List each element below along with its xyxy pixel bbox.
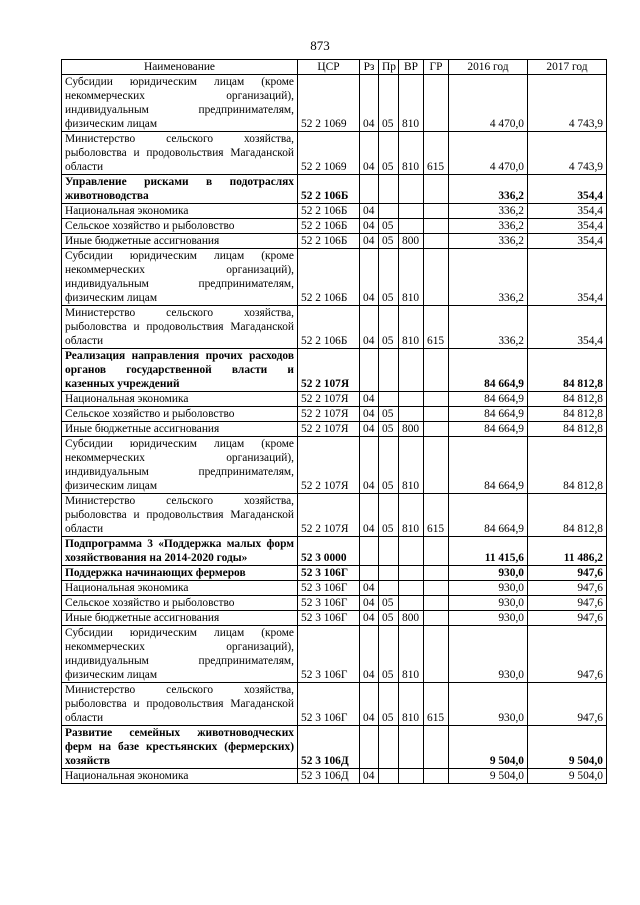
cell-csr: 52 3 106Г: [298, 611, 360, 626]
cell-gr: [424, 234, 449, 249]
cell-vr: 810: [399, 249, 424, 306]
cell-csr: 52 3 106Д: [298, 769, 360, 784]
header-pr: Пр: [379, 60, 399, 75]
cell-name: Министерство сельского хозяйства, рыболовства и продовольствия Магаданской области: [62, 683, 298, 726]
cell-2017: 84 812,8: [528, 494, 607, 537]
cell-vr: [399, 566, 424, 581]
cell-gr: [424, 611, 449, 626]
cell-rz: 04: [360, 392, 379, 407]
cell-2017: 947,6: [528, 626, 607, 683]
cell-gr: [424, 726, 449, 769]
cell-rz: [360, 726, 379, 769]
cell-rz: 04: [360, 407, 379, 422]
cell-vr: 810: [399, 494, 424, 537]
cell-csr: 52 3 106Д: [298, 726, 360, 769]
cell-2016: 336,2: [449, 175, 528, 204]
cell-rz: 04: [360, 769, 379, 784]
cell-csr: 52 3 0000: [298, 537, 360, 566]
cell-name: Субсидии юридическим лицам (кроме некоммерческих организаций), индивидуальным предпринимателям, физическим лицам: [62, 75, 298, 132]
cell-name: Субсидии юридическим лицам (кроме некоммерческих организаций), индивидуальным предпринимателям, физическим лицам: [62, 249, 298, 306]
cell-pr: [379, 392, 399, 407]
cell-name: Национальная экономика: [62, 204, 298, 219]
cell-2017: 84 812,8: [528, 422, 607, 437]
cell-name: Сельское хозяйство и рыболовство: [62, 596, 298, 611]
header-2017: 2017 год: [528, 60, 607, 75]
table-row: [62, 726, 607, 769]
cell-name: Развитие семейных животноводческих ферм на базе крестьянских (фермерских) хозяйств: [62, 726, 298, 769]
table-row: [62, 407, 607, 422]
cell-pr: [379, 349, 399, 392]
cell-vr: 810: [399, 437, 424, 494]
cell-pr: [379, 537, 399, 566]
cell-vr: [399, 407, 424, 422]
cell-vr: [399, 392, 424, 407]
cell-2017: 11 486,2: [528, 537, 607, 566]
table-row: [62, 75, 607, 132]
cell-pr: 05: [379, 249, 399, 306]
cell-gr: 615: [424, 306, 449, 349]
cell-csr: 52 2 1069: [298, 75, 360, 132]
cell-2017: 9 504,0: [528, 769, 607, 784]
cell-gr: [424, 581, 449, 596]
cell-gr: [424, 249, 449, 306]
table-row: [62, 494, 607, 537]
cell-vr: 810: [399, 75, 424, 132]
cell-pr: 05: [379, 494, 399, 537]
cell-gr: [424, 437, 449, 494]
cell-vr: 800: [399, 234, 424, 249]
cell-gr: 615: [424, 132, 449, 175]
cell-gr: [424, 422, 449, 437]
cell-2016: 9 504,0: [449, 769, 528, 784]
cell-2016: 84 664,9: [449, 437, 528, 494]
cell-vr: [399, 537, 424, 566]
table-row: [62, 537, 607, 566]
cell-2017: 84 812,8: [528, 407, 607, 422]
header-vr: ВР: [399, 60, 424, 75]
table-header-row: [62, 60, 607, 75]
cell-2016: 336,2: [449, 234, 528, 249]
cell-rz: 04: [360, 626, 379, 683]
cell-csr: 52 2 107Я: [298, 437, 360, 494]
cell-pr: 05: [379, 683, 399, 726]
table-row: [62, 175, 607, 204]
cell-name: Иные бюджетные ассигнования: [62, 611, 298, 626]
cell-pr: 05: [379, 611, 399, 626]
cell-vr: [399, 726, 424, 769]
table-row: [62, 249, 607, 306]
cell-pr: [379, 581, 399, 596]
cell-2017: 947,6: [528, 596, 607, 611]
cell-rz: 04: [360, 249, 379, 306]
cell-2016: 84 664,9: [449, 422, 528, 437]
cell-2017: 84 812,8: [528, 392, 607, 407]
cell-2017: 354,4: [528, 306, 607, 349]
cell-2016: 336,2: [449, 219, 528, 234]
cell-rz: [360, 537, 379, 566]
cell-csr: 52 3 106Г: [298, 566, 360, 581]
cell-pr: 05: [379, 306, 399, 349]
cell-2016: 84 664,9: [449, 392, 528, 407]
cell-name: Национальная экономика: [62, 392, 298, 407]
cell-2016: 336,2: [449, 306, 528, 349]
cell-name: Министерство сельского хозяйства, рыболовства и продовольствия Магаданской области: [62, 494, 298, 537]
header-2016: 2016 год: [449, 60, 528, 75]
cell-rz: 04: [360, 581, 379, 596]
cell-gr: 615: [424, 683, 449, 726]
cell-name: Подпрограмма 3 «Поддержка малых форм хозяйствования на 2014-2020 годы»: [62, 537, 298, 566]
cell-2017: 947,6: [528, 566, 607, 581]
cell-name: Субсидии юридическим лицам (кроме некоммерческих организаций), индивидуальным предпринимателям, физическим лицам: [62, 437, 298, 494]
cell-csr: 52 2 107Я: [298, 349, 360, 392]
table-row: [62, 349, 607, 392]
cell-2017: 354,4: [528, 219, 607, 234]
cell-name: Национальная экономика: [62, 581, 298, 596]
header-gr: ГР: [424, 60, 449, 75]
cell-gr: [424, 204, 449, 219]
cell-vr: [399, 349, 424, 392]
cell-gr: [424, 769, 449, 784]
cell-2016: 930,0: [449, 581, 528, 596]
cell-gr: [424, 175, 449, 204]
cell-csr: 52 3 106Г: [298, 596, 360, 611]
header-csr: ЦСР: [298, 60, 360, 75]
cell-gr: [424, 407, 449, 422]
cell-csr: 52 2 106Б: [298, 306, 360, 349]
cell-pr: [379, 769, 399, 784]
cell-rz: 04: [360, 306, 379, 349]
cell-2016: 4 470,0: [449, 75, 528, 132]
cell-rz: 04: [360, 611, 379, 626]
cell-name: Министерство сельского хозяйства, рыболовства и продовольствия Магаданской области: [62, 306, 298, 349]
table-row: [62, 219, 607, 234]
cell-gr: [424, 219, 449, 234]
cell-vr: 810: [399, 306, 424, 349]
cell-csr: 52 2 1069: [298, 132, 360, 175]
cell-vr: 810: [399, 683, 424, 726]
cell-csr: 52 2 107Я: [298, 494, 360, 537]
budget-table: [61, 59, 607, 784]
cell-2017: 354,4: [528, 249, 607, 306]
cell-gr: [424, 537, 449, 566]
header-name: Наименование: [62, 60, 298, 75]
cell-vr: [399, 596, 424, 611]
cell-2016: 930,0: [449, 566, 528, 581]
cell-2017: 354,4: [528, 234, 607, 249]
cell-pr: 05: [379, 626, 399, 683]
cell-name: Сельское хозяйство и рыболовство: [62, 407, 298, 422]
cell-pr: 05: [379, 422, 399, 437]
cell-csr: 52 2 106Б: [298, 249, 360, 306]
cell-name: Реализация направления прочих расходов органов государственной власти и казенных учреждений: [62, 349, 298, 392]
cell-rz: [360, 566, 379, 581]
cell-pr: 05: [379, 75, 399, 132]
cell-rz: 04: [360, 132, 379, 175]
table-row: [62, 437, 607, 494]
cell-rz: 04: [360, 437, 379, 494]
cell-csr: 52 3 106Г: [298, 581, 360, 596]
cell-csr: 52 2 107Я: [298, 392, 360, 407]
cell-pr: [379, 175, 399, 204]
cell-pr: 05: [379, 219, 399, 234]
cell-rz: 04: [360, 234, 379, 249]
cell-rz: 04: [360, 422, 379, 437]
cell-2016: 336,2: [449, 204, 528, 219]
cell-2016: 930,0: [449, 596, 528, 611]
cell-2017: 947,6: [528, 611, 607, 626]
page-number: 873: [310, 38, 330, 53]
cell-pr: 05: [379, 407, 399, 422]
table-row: [62, 422, 607, 437]
cell-csr: 52 2 106Б: [298, 204, 360, 219]
cell-rz: 04: [360, 75, 379, 132]
cell-gr: [424, 566, 449, 581]
cell-vr: 800: [399, 611, 424, 626]
cell-csr: 52 2 107Я: [298, 422, 360, 437]
cell-vr: 810: [399, 132, 424, 175]
table-row: [62, 581, 607, 596]
cell-2017: 9 504,0: [528, 726, 607, 769]
cell-2017: 947,6: [528, 683, 607, 726]
cell-csr: 52 3 106Г: [298, 626, 360, 683]
cell-2016: 84 664,9: [449, 407, 528, 422]
cell-gr: [424, 349, 449, 392]
cell-vr: 800: [399, 422, 424, 437]
cell-pr: 05: [379, 596, 399, 611]
table-row: [62, 306, 607, 349]
cell-gr: [424, 392, 449, 407]
table-row: [62, 234, 607, 249]
cell-rz: [360, 175, 379, 204]
cell-2016: 84 664,9: [449, 494, 528, 537]
cell-2016: 11 415,6: [449, 537, 528, 566]
cell-2017: 947,6: [528, 581, 607, 596]
table-row: [62, 626, 607, 683]
cell-vr: 810: [399, 626, 424, 683]
cell-name: Иные бюджетные ассигнования: [62, 234, 298, 249]
cell-2017: 84 812,8: [528, 437, 607, 494]
cell-vr: [399, 581, 424, 596]
cell-rz: 04: [360, 683, 379, 726]
cell-csr: 52 2 106Б: [298, 175, 360, 204]
cell-pr: [379, 566, 399, 581]
cell-2016: 930,0: [449, 683, 528, 726]
cell-vr: [399, 769, 424, 784]
cell-2016: 336,2: [449, 249, 528, 306]
cell-rz: 04: [360, 204, 379, 219]
cell-gr: 615: [424, 494, 449, 537]
table-row: [62, 132, 607, 175]
cell-2017: 4 743,9: [528, 75, 607, 132]
cell-name: Поддержка начинающих фермеров: [62, 566, 298, 581]
cell-rz: 04: [360, 219, 379, 234]
cell-2016: 84 664,9: [449, 349, 528, 392]
cell-vr: [399, 204, 424, 219]
cell-pr: 05: [379, 234, 399, 249]
cell-gr: [424, 596, 449, 611]
cell-name: Сельское хозяйство и рыболовство: [62, 219, 298, 234]
table-row: [62, 683, 607, 726]
header-rz: Рз: [360, 60, 379, 75]
cell-name: Субсидии юридическим лицам (кроме некоммерческих организаций), индивидуальным предпринимателям, физическим лицам: [62, 626, 298, 683]
table-row: [62, 769, 607, 784]
cell-gr: [424, 626, 449, 683]
cell-csr: 52 3 106Г: [298, 683, 360, 726]
cell-rz: 04: [360, 494, 379, 537]
cell-name: Министерство сельского хозяйства, рыболовства и продовольствия Магаданской области: [62, 132, 298, 175]
cell-rz: 04: [360, 596, 379, 611]
cell-csr: 52 2 106Б: [298, 234, 360, 249]
cell-2017: 354,4: [528, 204, 607, 219]
cell-name: Управление рисками в подотраслях животноводства: [62, 175, 298, 204]
cell-pr: [379, 726, 399, 769]
cell-vr: [399, 219, 424, 234]
cell-rz: [360, 349, 379, 392]
table-row: [62, 566, 607, 581]
table-row: [62, 611, 607, 626]
cell-2016: 4 470,0: [449, 132, 528, 175]
table-row: [62, 204, 607, 219]
cell-2017: 84 812,8: [528, 349, 607, 392]
cell-name: Национальная экономика: [62, 769, 298, 784]
table-row: [62, 596, 607, 611]
cell-2016: 930,0: [449, 626, 528, 683]
cell-2016: 9 504,0: [449, 726, 528, 769]
cell-2016: 930,0: [449, 611, 528, 626]
cell-csr: 52 2 107Я: [298, 407, 360, 422]
cell-pr: [379, 204, 399, 219]
cell-pr: 05: [379, 437, 399, 494]
cell-2017: 354,4: [528, 175, 607, 204]
cell-gr: [424, 75, 449, 132]
cell-vr: [399, 175, 424, 204]
table-body: [62, 75, 607, 784]
cell-pr: 05: [379, 132, 399, 175]
cell-name: Иные бюджетные ассигнования: [62, 422, 298, 437]
table-row: [62, 392, 607, 407]
cell-csr: 52 2 106Б: [298, 219, 360, 234]
cell-2017: 4 743,9: [528, 132, 607, 175]
